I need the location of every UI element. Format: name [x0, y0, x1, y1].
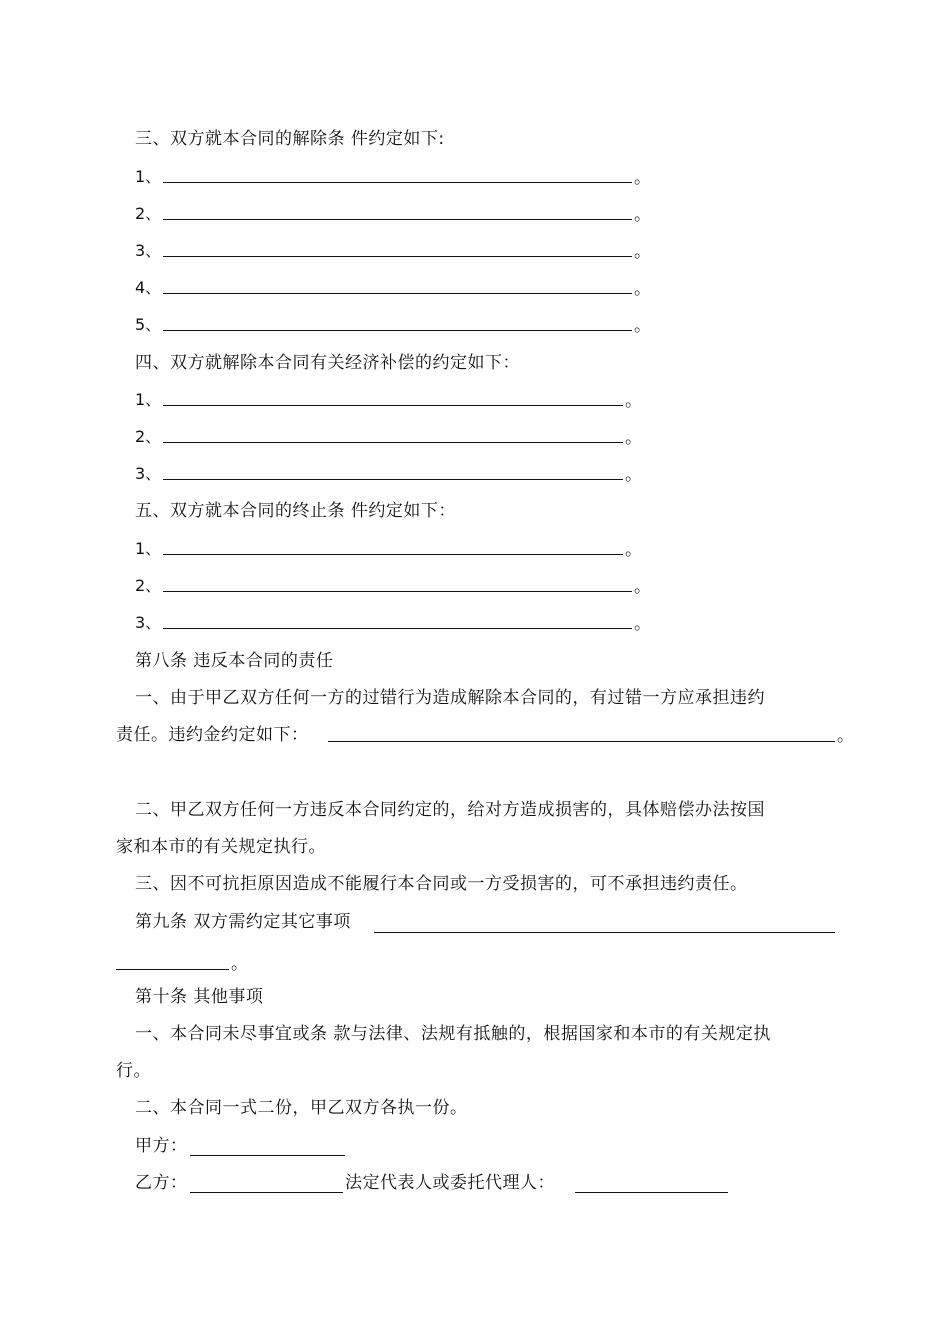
representative-label: 法定代表人或委托代理人：: [345, 1173, 555, 1193]
article9-blank-line2[interactable]: [116, 969, 229, 970]
section3-item-3-period: 。: [634, 242, 651, 262]
section4-item-1-blank[interactable]: [163, 405, 623, 406]
section5-item-1-period: 。: [625, 540, 642, 560]
penalty-period: 。: [837, 726, 854, 746]
article8-title: 第八条 违反本合同的责任: [135, 651, 334, 671]
section3-item-2-blank[interactable]: [163, 219, 632, 220]
section3-item-3-number: 3、: [135, 241, 162, 260]
section3-item-5-number: 5、: [135, 315, 162, 334]
party-b-blank[interactable]: [190, 1192, 343, 1193]
party-a-blank[interactable]: [190, 1155, 345, 1156]
article8-p1-line1: 一、由于甲乙双方任何一方的过错行为造成解除本合同的，有过错一方应承担违约: [135, 688, 765, 708]
section5-item-3-period: 。: [634, 614, 651, 634]
section3-item-1-blank[interactable]: [163, 182, 632, 183]
article9-period: 。: [231, 954, 248, 974]
section4-item-2-period: 。: [625, 428, 642, 448]
section4-item-3-blank[interactable]: [163, 479, 623, 480]
article10-p1-line2: 行。: [116, 1061, 151, 1081]
section4-item-1-number: 1、: [135, 390, 162, 409]
section4-item-2-number: 2、: [135, 427, 162, 446]
section5-item-3-number: 3、: [135, 613, 162, 632]
article8-p2-line1: 二、甲乙双方任何一方违反本合同约定的，给对方造成损害的，具体赔偿办法按国: [135, 800, 765, 820]
section3-item-2-period: 。: [634, 205, 651, 225]
article8-p1-line2: 责任。违约金约定如下：: [116, 725, 309, 745]
section5-item-1-number: 1、: [135, 539, 162, 558]
section3-item-5-blank[interactable]: [163, 330, 632, 331]
section4-item-3-period: 。: [625, 465, 642, 485]
representative-blank[interactable]: [575, 1192, 728, 1193]
section5-heading: 五、双方就本合同的终止条 件约定如下：: [135, 501, 456, 521]
section4-item-3-number: 3、: [135, 464, 162, 483]
penalty-amount-blank[interactable]: [328, 741, 835, 742]
party-b-label: 乙方：: [135, 1173, 188, 1193]
article10-p2: 二、本合同一式二份，甲乙双方各执一份。: [135, 1098, 468, 1118]
section5-item-2-number: 2、: [135, 576, 162, 595]
section3-item-4-period: 。: [634, 279, 651, 299]
section3-heading: 三、双方就本合同的解除条 件约定如下:: [135, 129, 445, 149]
article10-p1-line1: 一、本合同未尽事宜或条 款与法律、法规有抵触的，根据国家和本市的有关规定执: [135, 1024, 771, 1044]
article9-blank-line1[interactable]: [374, 932, 835, 933]
section5-item-2-period: 。: [634, 577, 651, 597]
article8-p3: 三、因不可抗拒原因造成不能履行本合同或一方受损害的，可不承担违约责任。: [135, 874, 748, 894]
section3-item-5-period: 。: [634, 316, 651, 336]
section5-item-1-blank[interactable]: [163, 554, 623, 555]
article10-title: 第十条 其他事项: [135, 987, 264, 1007]
section4-item-1-period: 。: [625, 391, 642, 411]
section4-item-2-blank[interactable]: [163, 442, 623, 443]
article8-p2-line2: 家和本市的有关规定执行。: [116, 837, 326, 857]
section5-item-2-blank[interactable]: [163, 591, 632, 592]
article9-title: 第九条 双方需约定其它事项: [135, 912, 351, 932]
section3-item-2-number: 2、: [135, 204, 162, 223]
section3-item-1-number: 1、: [135, 167, 162, 186]
section3-item-4-number: 4、: [135, 278, 162, 297]
section4-heading: 四、双方就解除本合同有关经济补偿的约定如下：: [135, 353, 520, 373]
party-a-label: 甲方：: [135, 1136, 188, 1156]
section5-item-3-blank[interactable]: [163, 628, 632, 629]
section3-item-4-blank[interactable]: [163, 293, 632, 294]
section3-item-3-blank[interactable]: [163, 256, 632, 257]
section3-item-1-period: 。: [634, 168, 651, 188]
